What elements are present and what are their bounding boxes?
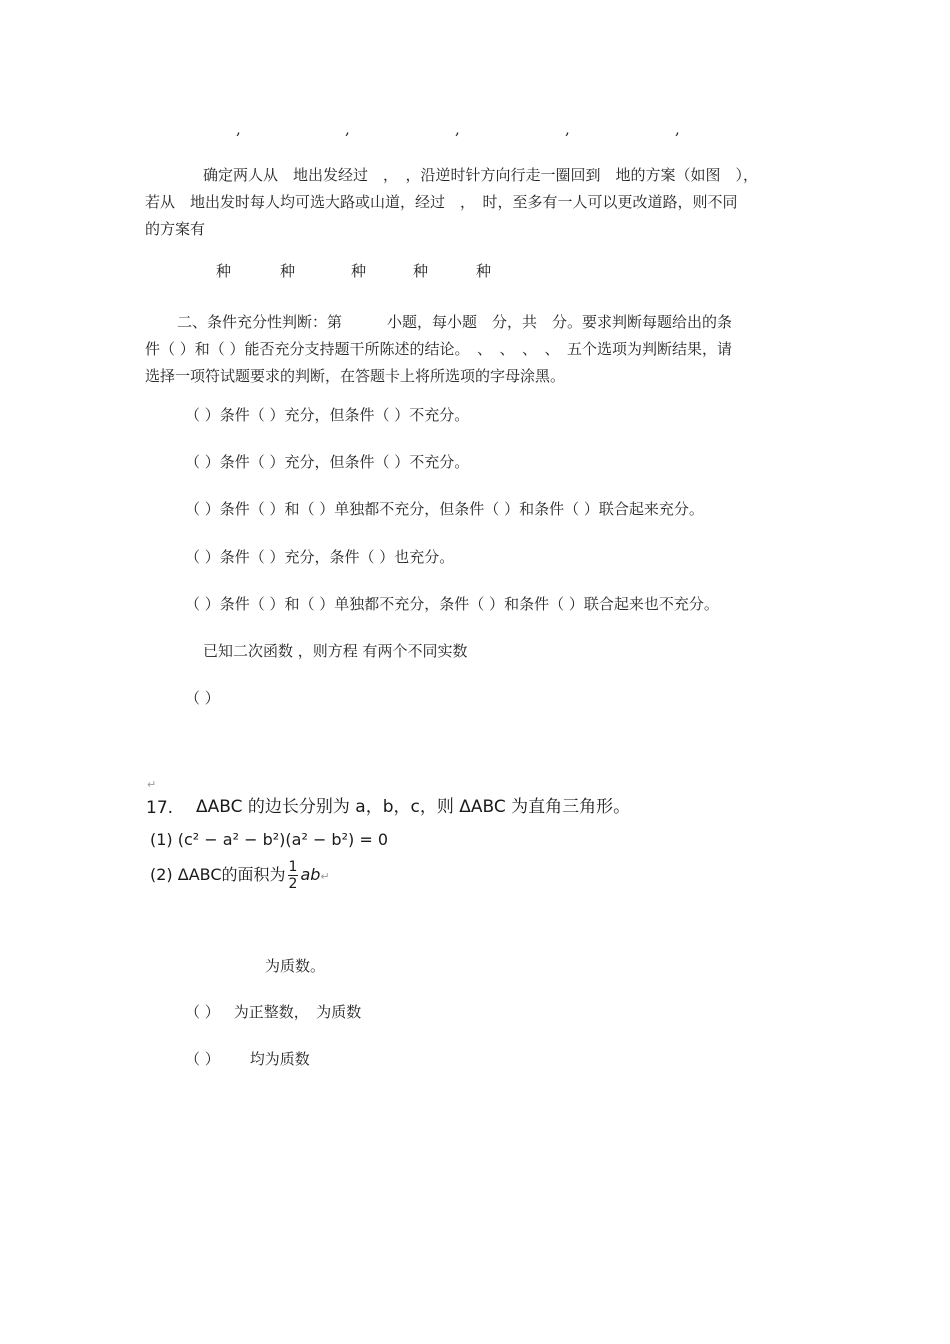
question-15-text xyxy=(145,162,807,243)
condition-2-text: (2) ΔABC的面积为 xyxy=(150,865,286,884)
condition-1-paren: （ ） xyxy=(185,1003,220,1021)
q15-line-3: 的方案有 xyxy=(145,220,206,238)
comma: , xyxy=(565,120,570,138)
option-e: 种 xyxy=(476,262,492,280)
option-a: 种 xyxy=(216,262,232,280)
question-18-stem: 为质数。 xyxy=(265,957,326,975)
question-18-condition-2 xyxy=(185,1052,310,1067)
option-c: 种 xyxy=(351,262,367,280)
condition-2-paren: （ ） xyxy=(185,1050,220,1068)
question-17-condition-1: (1) (c² − a² − b²)(a² − b²) = 0 xyxy=(150,830,388,849)
comma: , xyxy=(675,120,680,138)
q15-line-2: 若从 地出发时每人均可选大路或山道，经过 ， 时，至多有一人可以更改道路，则不同 xyxy=(145,193,738,211)
section-2-line-2: 件（ ）和（ ）能否充分支持题干所陈述的结论。 、 、 、 、 五个选项为判断结果，请 xyxy=(145,340,733,358)
question-16-stem: 已知二次函数 ，则方程 有两个不同实数 xyxy=(203,642,468,660)
condition-2-suffix: ab xyxy=(300,865,321,884)
question-18-condition-1 xyxy=(185,1005,361,1020)
choice-b: （ ）条件（ ）充分，但条件（ ）不充分。 xyxy=(185,453,470,471)
option-b: 种 xyxy=(280,262,296,280)
section-2-line-3: 选择一项符试题要求的判断，在答题卡上将所选项的字母涂黑。 xyxy=(145,367,566,385)
fraction-numerator: 1 xyxy=(288,859,298,875)
choice-a: （ ）条件（ ）充分，但条件（ ）不充分。 xyxy=(185,406,470,424)
choice-d: （ ）条件（ ）充分，条件（ ）也充分。 xyxy=(185,548,455,566)
q15-line-1: 确定两人从 地出发经过 ， ，沿逆时针方向行走一圈回到 地的方案（如图 ）， xyxy=(203,166,759,184)
section-2-instructions xyxy=(145,309,807,390)
condition-2-text: 均为质数 xyxy=(249,1050,310,1068)
choice-e: （ ）条件（ ）和（ ）单独都不充分，条件（ ）和条件（ ）联合起来也不充分。 xyxy=(185,595,719,613)
comma: , xyxy=(455,120,460,138)
question-17-condition-2 xyxy=(150,860,330,891)
option-d: 种 xyxy=(413,262,429,280)
question-16-condition: （ ） xyxy=(185,689,220,707)
comma: , xyxy=(236,120,241,138)
fraction-one-half xyxy=(288,860,299,891)
question-17-stem: ΔABC 的边长分别为 a，b，c，则 ΔABC 为直角三角形。 xyxy=(196,797,631,817)
choice-c: （ ）条件（ ）和（ ）单独都不充分，但条件（ ）和条件（ ）联合起来充分。 xyxy=(185,500,704,518)
condition-1-text: 为正整数， 为质数 xyxy=(233,1003,362,1021)
question-17-number: 17. xyxy=(146,798,174,818)
paragraph-mark: ↵ xyxy=(147,778,157,791)
section-2-line-1: 二、条件充分性判断：第 小题，每小题 分，共 分。要求判断每题给出的条 xyxy=(177,313,733,331)
fraction-denominator: 2 xyxy=(288,876,298,892)
paragraph-mark: ↵ xyxy=(320,870,330,883)
comma: , xyxy=(345,120,350,138)
